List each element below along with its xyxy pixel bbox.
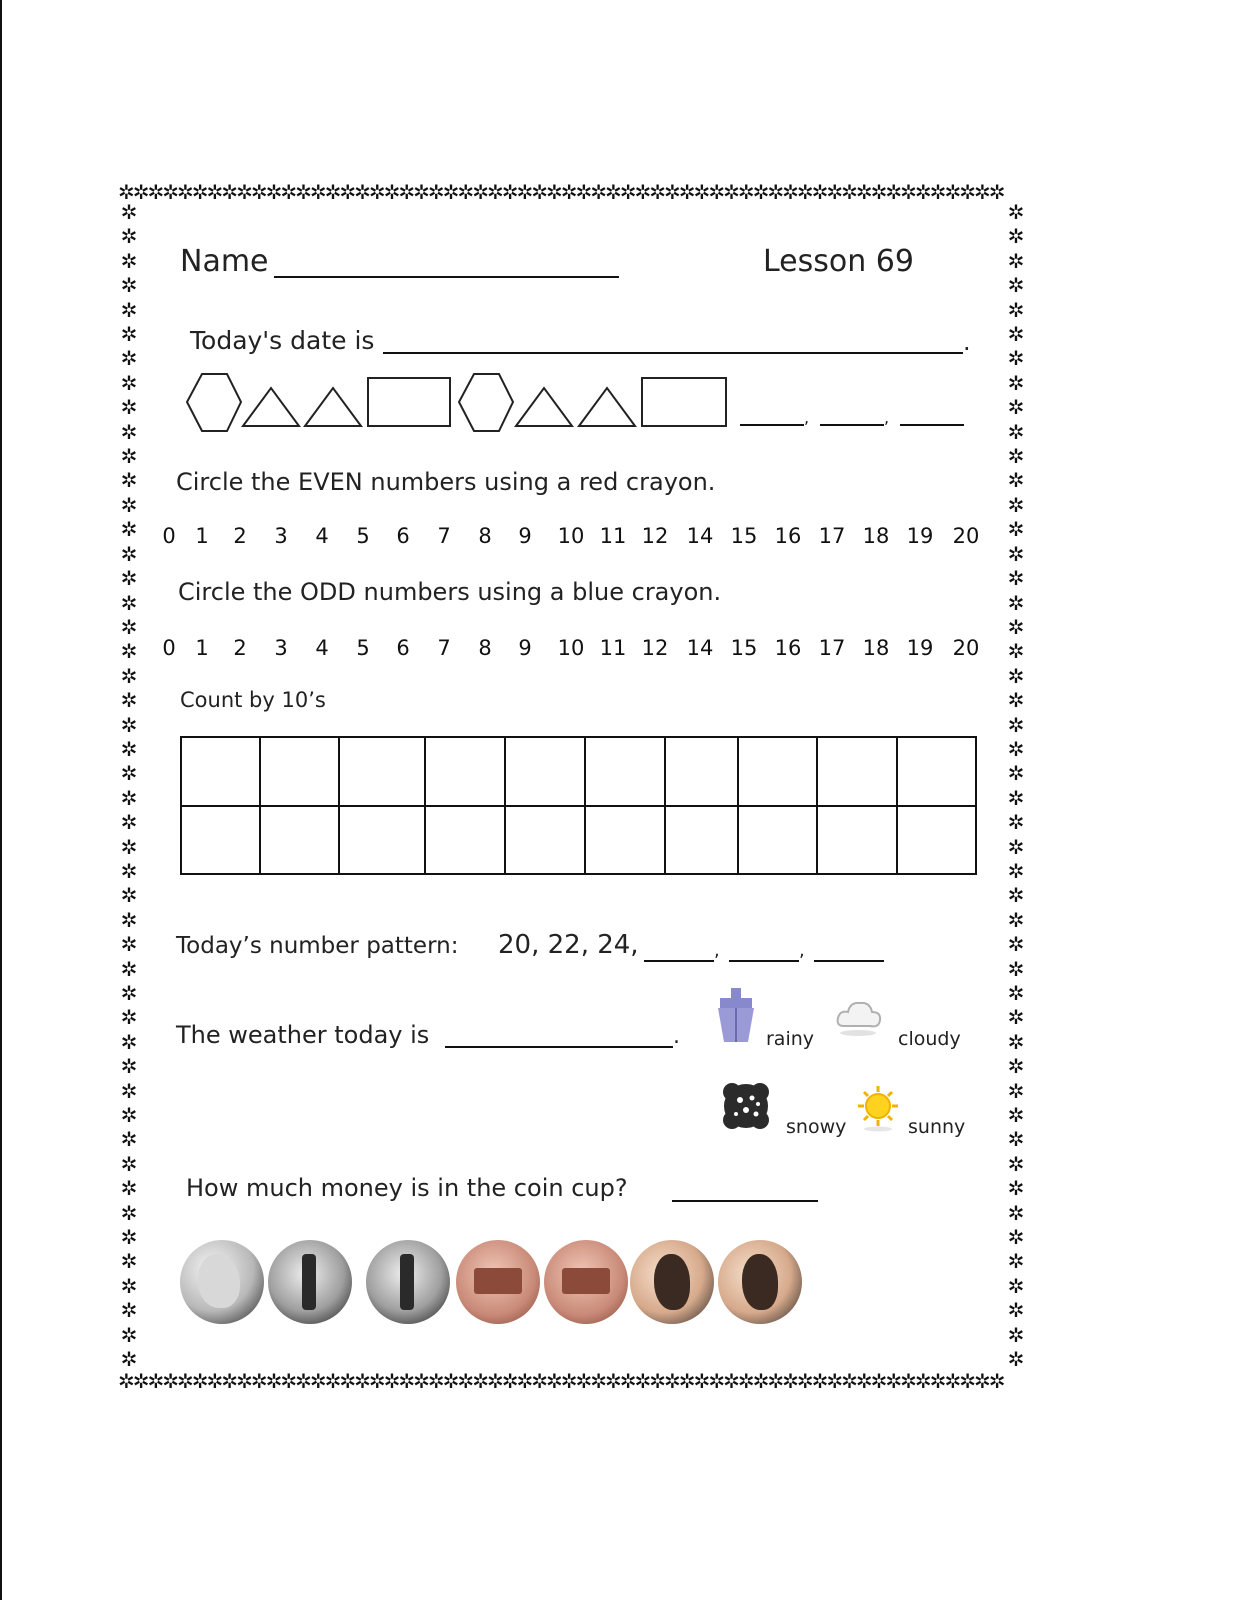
lincoln-portrait-icon	[654, 1254, 690, 1310]
border-bottom: ✲✲✲✲✲✲✲✲✲✲✲✲✲✲✲✲✲✲✲✲✲✲✲✲✲✲✲✲✲✲✲✲✲✲✲✲✲✲✲✲✲✲✲✲✲✲✲✲✲✲✲✲✲✲✲✲✲✲✲✲	[118, 1370, 1004, 1392]
lesson-label: Lesson 69	[763, 244, 914, 279]
pattern-blank-2[interactable]	[729, 960, 799, 962]
count-cell[interactable]	[738, 737, 817, 806]
odd-number-11[interactable]: 11	[599, 636, 627, 660]
even-number-16[interactable]: 16	[774, 524, 802, 548]
even-number-18[interactable]: 18	[862, 524, 890, 548]
odd-number-20[interactable]: 20	[952, 636, 980, 660]
odd-number-16[interactable]: 16	[774, 636, 802, 660]
border-right: ✲ ✲ ✲ ✲ ✲ ✲ ✲ ✲ ✲ ✲ ✲ ✲ ✲ ✲ ✲ ✲ ✲ ✲ ✲ ✲ ✲ ✲ ✲ ✲ ✲ ✲ ✲ ✲ ✲ ✲ ✲ ✲ ✲ ✲ ✲ ✲ ✲ ✲ ✲ ✲ ✲ ✲ ✲ ✲ ✲ ✲ ✲ ✲	[1007, 200, 1025, 1372]
pattern-blank-3[interactable]	[814, 960, 884, 962]
odd-number-12[interactable]: 12	[641, 636, 669, 660]
even-number-11[interactable]: 11	[599, 524, 627, 548]
even-number-8[interactable]: 8	[478, 524, 492, 548]
shape-blank-3[interactable]	[900, 424, 964, 426]
even-number-20[interactable]: 20	[952, 524, 980, 548]
dime-coin-1	[180, 1240, 264, 1324]
shape-separator-2: ,	[884, 408, 890, 427]
shape-pattern	[180, 370, 980, 440]
even-number-2[interactable]: 2	[233, 524, 247, 548]
torch-icon	[400, 1254, 414, 1310]
odd-number-17[interactable]: 17	[818, 636, 846, 660]
shape-blank-1[interactable]	[740, 424, 804, 426]
even-number-15[interactable]: 15	[730, 524, 758, 548]
even-number-10[interactable]: 10	[557, 524, 585, 548]
umbrella-icon	[714, 988, 758, 1048]
odd-number-6[interactable]: 6	[396, 636, 410, 660]
date-blank[interactable]	[383, 352, 963, 354]
shape-separator-1: ,	[804, 408, 810, 427]
weather-label: The weather today is	[176, 1021, 430, 1049]
hexagon-shape-2	[459, 374, 513, 431]
count-cell[interactable]	[897, 806, 976, 875]
dime-coin-3	[366, 1240, 450, 1324]
date-label: Today's date is	[190, 326, 375, 355]
count-cell[interactable]	[585, 737, 666, 806]
count-cell[interactable]	[665, 737, 738, 806]
even-number-5[interactable]: 5	[356, 524, 370, 548]
penny-coin-4	[718, 1240, 802, 1324]
odd-instruction: Circle the ODD numbers using a blue crayon.	[178, 578, 722, 606]
count-cell[interactable]	[339, 737, 424, 806]
page-left-edge	[0, 0, 2, 1600]
odd-number-4[interactable]: 4	[315, 636, 329, 660]
weather-blank[interactable]	[445, 1046, 673, 1048]
odd-number-9[interactable]: 9	[518, 636, 532, 660]
count-cell[interactable]	[260, 806, 340, 875]
pattern-separator-1: ,	[714, 940, 720, 961]
pattern-blank-1[interactable]	[644, 960, 714, 962]
weather-option-cloudy[interactable]: cloudy	[898, 1028, 961, 1050]
count-grid-row	[181, 737, 976, 806]
count-cell[interactable]	[505, 806, 585, 875]
number-pattern-label: Today’s number pattern:	[176, 933, 459, 959]
count-cell[interactable]	[738, 806, 817, 875]
count-cell[interactable]	[505, 737, 585, 806]
weather-period: .	[673, 1024, 680, 1049]
dime-portrait-icon	[198, 1254, 240, 1308]
count-cell[interactable]	[817, 737, 898, 806]
date-period: .	[963, 328, 971, 356]
even-instruction: Circle the EVEN numbers using a red crayon.	[176, 468, 716, 496]
weather-option-sunny[interactable]: sunny	[908, 1116, 966, 1138]
count-label: Count by 10’s	[180, 688, 326, 712]
weather-option-rainy[interactable]: rainy	[766, 1028, 815, 1050]
money-question: How much money is in the coin cup?	[186, 1174, 628, 1202]
count-cell[interactable]	[181, 737, 260, 806]
even-number-9[interactable]: 9	[518, 524, 532, 548]
count-cell[interactable]	[260, 737, 340, 806]
even-number-1[interactable]: 1	[195, 524, 209, 548]
weather-option-snowy[interactable]: snowy	[786, 1116, 847, 1138]
even-number-17[interactable]: 17	[818, 524, 846, 548]
odd-number-0[interactable]: 0	[162, 636, 176, 660]
even-number-4[interactable]: 4	[315, 524, 329, 548]
shape-blank-2[interactable]	[820, 424, 884, 426]
sun-icon	[856, 1084, 900, 1132]
odd-number-8[interactable]: 8	[478, 636, 492, 660]
odd-number-19[interactable]: 19	[906, 636, 934, 660]
rectangle-shape-1	[368, 378, 450, 426]
odd-number-1[interactable]: 1	[195, 636, 209, 660]
torch-icon	[302, 1254, 316, 1310]
count-grid	[180, 736, 977, 875]
triangle-shape-2	[305, 388, 361, 426]
memorial-icon	[474, 1268, 522, 1294]
triangle-shape-3	[516, 388, 572, 426]
count-cell[interactable]	[665, 806, 738, 875]
odd-number-2[interactable]: 2	[233, 636, 247, 660]
even-number-7[interactable]: 7	[437, 524, 451, 548]
even-number-14[interactable]: 14	[686, 524, 714, 548]
hexagon-shape-1	[187, 374, 241, 431]
odd-number-14[interactable]: 14	[686, 636, 714, 660]
even-number-0[interactable]: 0	[162, 524, 176, 548]
pattern-separator-2: ,	[799, 940, 805, 961]
penny-coin-3	[630, 1240, 714, 1324]
penny-coin-2	[544, 1240, 628, 1324]
count-cell[interactable]	[817, 806, 898, 875]
odd-number-10[interactable]: 10	[557, 636, 585, 660]
count-grid-row	[181, 806, 976, 875]
name-label: Name	[180, 244, 269, 279]
odd-number-15[interactable]: 15	[730, 636, 758, 660]
even-number-6[interactable]: 6	[396, 524, 410, 548]
count-cell[interactable]	[339, 806, 424, 875]
penny-coin-1	[456, 1240, 540, 1324]
odd-number-18[interactable]: 18	[862, 636, 890, 660]
odd-number-3[interactable]: 3	[274, 636, 288, 660]
count-cell[interactable]	[425, 806, 506, 875]
count-cell[interactable]	[425, 737, 506, 806]
border-top: ✲✲✲✲✲✲✲✲✲✲✲✲✲✲✲✲✲✲✲✲✲✲✲✲✲✲✲✲✲✲✲✲✲✲✲✲✲✲✲✲✲✲✲✲✲✲✲✲✲✲✲✲✲✲✲✲✲✲✲✲	[118, 181, 1004, 203]
count-cell[interactable]	[897, 737, 976, 806]
even-number-12[interactable]: 12	[641, 524, 669, 548]
memorial-icon	[562, 1268, 610, 1294]
odd-number-7[interactable]: 7	[437, 636, 451, 660]
count-cell[interactable]	[585, 806, 666, 875]
border-left: ✲ ✲ ✲ ✲ ✲ ✲ ✲ ✲ ✲ ✲ ✲ ✲ ✲ ✲ ✲ ✲ ✲ ✲ ✲ ✲ ✲ ✲ ✲ ✲ ✲ ✲ ✲ ✲ ✲ ✲ ✲ ✲ ✲ ✲ ✲ ✲ ✲ ✲ ✲ ✲ ✲ ✲ ✲ ✲ ✲ ✲ ✲ ✲	[120, 200, 138, 1372]
triangle-shape-1	[243, 388, 299, 426]
count-cell[interactable]	[181, 806, 260, 875]
number-pattern-given: 20, 22, 24,	[498, 930, 639, 960]
even-number-19[interactable]: 19	[906, 524, 934, 548]
odd-number-5[interactable]: 5	[356, 636, 370, 660]
cloud-icon	[834, 996, 884, 1038]
triangle-shape-4	[579, 388, 635, 426]
name-blank[interactable]	[274, 276, 619, 278]
lincoln-portrait-icon	[742, 1254, 778, 1310]
money-answer-blank[interactable]	[672, 1200, 818, 1202]
rectangle-shape-2	[642, 378, 726, 426]
snowflake-icon	[718, 1076, 774, 1136]
even-number-3[interactable]: 3	[274, 524, 288, 548]
dime-coin-2	[268, 1240, 352, 1324]
